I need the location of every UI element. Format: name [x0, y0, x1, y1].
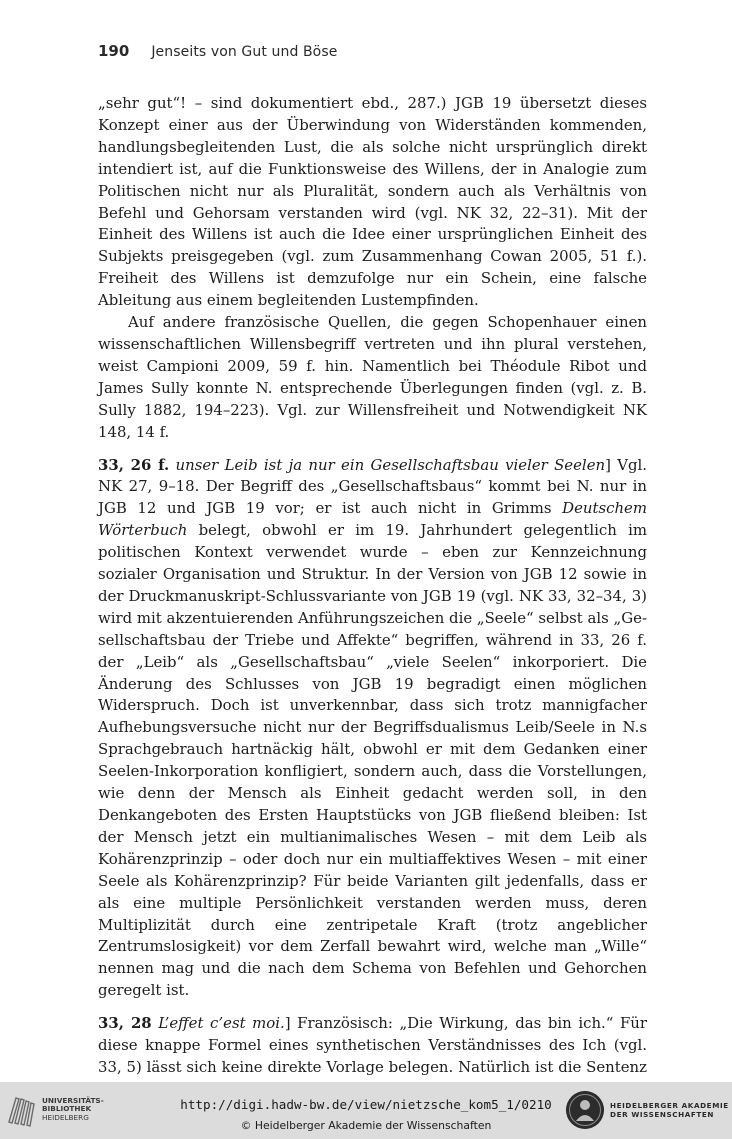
- library-label-line: UNIVERSITÄTS-: [42, 1096, 104, 1105]
- academy-label: [610, 1101, 729, 1119]
- library-label-line: HEIDELBERG: [42, 1112, 89, 1122]
- running-title: Jenseits von Gut und Böse: [151, 44, 338, 60]
- copyright-notice: © Heidelberger Akademie der Wissenschaften: [240, 1119, 492, 1132]
- body-text: [98, 93, 647, 1101]
- line-reference: 33, 26 f.: [98, 455, 170, 474]
- entry-text: belegt, obwohl er im 19. Jahrhundert gelegentlich im politischen Kontext verwendet wurde – eben zur Kennzeichnung sozialer Organisation und Struktur. In der Version von JGB 12 sowie in der Druckmanuskript-Schlussvariante von JGB 19 (vgl. NK 33, 32–34, 3) wird mit akzentuierenden Anführungszeichen die „Seele“ selbst als „Gesellschaftsbau der Triebe und Affekte“ begriffen, während in 33, 26 f. der „Leib“ als „Gesellschaftsbau“ „viele Seelen“ inkorporiert. Die Änderung des Schlusses von JGB 19 begradigt einen möglichen Widerspruch. Doch ist unverkennbar, dass sich trotz mannigfacher Aufhebungsversuche nicht nur der Begriffsdualismus Leib/Seele in N.s Sprachgebrauch hartnäckig hält, obwohl er mit dem Gedanken einer Seelen-Inkorporation konfligiert, sondern auch, dass die Vorstellungen, wie denn der Mensch als Einheit gedacht werden soll, in den Denkangeboten des Ersten Hauptstücks von JGB fließend bleiben: Ist der Mensch jetzt ein multianimalisches Wesen – mit dem Leib als Kohärenzprinzip – oder doch nur ein multiaffektives Wesen – mit einer Seele als Kohärenzprinzip? Für beide Varianten gilt jedenfalls, dass er als eine multiple Persönlichkeit verstanden werden muss, deren Multiplizität durch eine zentripetale Kraft (trotz angeblicher Zentrumslosigkeit) vor dem Zerfall bewahrt wird, welche man „Wille“ nennen mag und die nach dem Schema von Befehlen und Gehorchen geregelt ist.: [98, 521, 647, 1000]
- paragraph: Auf andere französische Quellen, die gegen Schopenhauer einen wissenschaftlichen Willensbegriff vertreten und ihn plural verstehen, weist Campioni 2009, 59 f. hin. Namentlich bei Théodule Ribot und James Sully konnte N. entsprechende Überlegungen finden (vgl. z. B. Sully 1882, 194–223). Vgl. zur Willensfreiheit und Notwendigkeit NK 148, 14 f.: [98, 313, 647, 441]
- page-number: 190: [98, 42, 130, 60]
- lemma: L’effet c’est moi.: [158, 1014, 285, 1033]
- book-title: Deutschem Wörterbuch: [98, 499, 647, 540]
- academy-label-line: HEIDELBERGER AKADEMIE: [610, 1101, 729, 1110]
- source-url-link[interactable]: http://digi.hadw-bw.de/view/nietzsche_kom5_1/0210: [180, 1097, 552, 1112]
- entry-text: ] Französisch: „Die Wirkung, das bin ich.“ Für diese knappe Formel eines synthetischen Verständnisses des Ich (vgl. 33, 5) lässt sich keine direkte Vorlage belegen. Natürlich ist die Sentenz: [98, 1014, 648, 1076]
- entry-text: ] Vgl. NK 27, 9–18. Der Begriff des „Gesellschaftsbaus“ kommt bei N. nur in JGB 12 und JGB 19 vor; er ist auch nicht in Grimms: [98, 455, 648, 518]
- library-label-line: BIBLIOTHEK: [42, 1104, 92, 1114]
- running-head: [98, 42, 337, 60]
- line-reference: 33, 28: [98, 1014, 152, 1033]
- academy-label-line: DER WISSENSCHAFTEN: [610, 1110, 715, 1119]
- footer-bar: [0, 1082, 732, 1139]
- lemma: unser Leib ist ja nur ein Gesellschaftsbau vieler Seelen: [175, 455, 606, 474]
- paragraph: „sehr gut“! – sind dokumentiert ebd., 287.) JGB 19 übersetzt dieses Konzept einer aus der Überwindung von Widerständen kommenden, handlungsbegleitenden Lust, die als solche nicht ursprünglich direkt intendiert ist, auf die Funktionsweise des Willens, der in Analogie zum Politischen nicht nur als Pluralität, sondern auch als Verhältnis von Befehl und Gehorsam verstanden wird (vgl. NK 32, 22–31). Mit der Einheit des Willens ist auch die Idee einer ursprünglichen Einheit des Subjekts preisgegeben (vgl. zum Zusammenhang Cowan 2005, 51 f.). Freiheit des Willens ist demzufolge nur ein Schein, eine falsche Ableitung aus einem begleitenden Lustempfinden.: [98, 94, 647, 310]
- commentary-entry: [98, 455, 647, 1003]
- academy-seal-icon: [566, 1091, 604, 1129]
